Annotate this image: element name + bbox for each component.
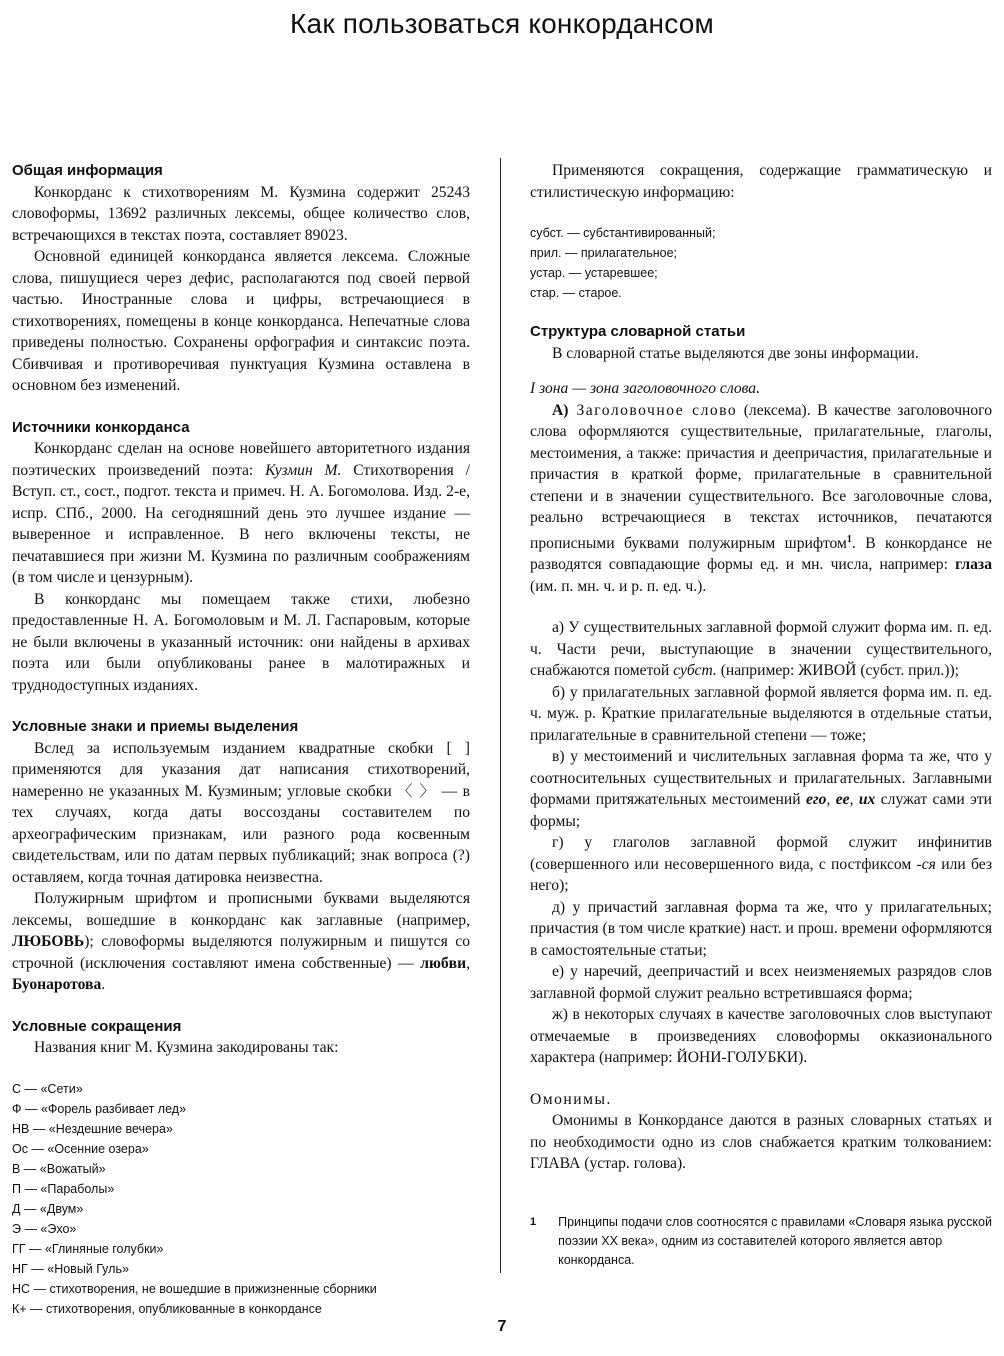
left-column <box>12 160 470 1319</box>
list-item: С — «Сети» <box>12 1081 83 1096</box>
page-title: Как пользоваться конкордансом <box>290 8 714 39</box>
paragraph: А) Заголовочное слово (лексема). В качестве заголовочного слова оформляются существительные, прилагательные, глаголы, местоимения, а также: причастия и деепричастия, прилагательные и причастия в краткой форме, прилагательные в сравнительной степени и в значении существительного. Все заголовочные слова, реально встречающиеся в текстах источников, печатаются прописными буквами полужирным шрифтом$^1$. В конкордансе не разводятся совпадающие формы ед. и мн. числа, например: глаза (им. п. мн. ч. и р. п. ед. ч.). <box>530 401 992 595</box>
paragraph: б) у прилагательных заглавной формой является форма им. п. ед. ч. муж. р. Краткие прилагательные выделяются в отдельные статьи, прилагательные в сравнительной степени — тоже; <box>530 683 992 744</box>
paragraph: В конкорданс мы помещаем также стихи, любезно предоставленные Н. А. Богомоловым и М. Л. Гаспаровым, которые не были включены в указанный источник: они найдены в архивах поэта или были опубликованы ранее в малотиражных и труднодоступных изданиях. <box>12 590 470 694</box>
paragraph: В словарной статье выделяются две зоны информации. <box>552 344 919 362</box>
list-item: Ф — «Форель разбивает лед» <box>12 1101 187 1116</box>
grammar-abbr-list <box>530 223 992 303</box>
heading-general-info: Общая информация <box>12 162 163 179</box>
footnote-number: 1 <box>530 1215 537 1228</box>
list-item: прил. — прилагательное; <box>530 246 678 260</box>
list-item: Э — «Эхо» <box>12 1221 77 1236</box>
list-item: субст. — субстантивированный; <box>530 226 716 240</box>
heading-homonyms: Омонимы. <box>530 1090 612 1108</box>
paragraph: Полужирным шрифтом и прописными буквами выделяются лексемы, вошедшие в конкорданс как заглавные (например, ЛЮБОВЬ); словоформы выделяются полужирным и пишутся со строчной (исключения составляют имена собственные) — любви, Буонаротова. <box>12 890 470 993</box>
paragraph: Основной единицей конкорданса является лексема. Сложные слова, пишущиеся через дефис, располагаются под своей первой частью. Иностранные слова и цифры, встречающиеся в стихотворениях, помещены в конце конкорданса. Непечатные слова приведены полностью. Сохранены орфография и синтаксис поэта. Сбивчивая и противоречивая пунктуация Кузмина оставлена в основном без изменений. <box>12 248 470 394</box>
zone-label: I зона — зона заголовочного слова. <box>530 380 760 397</box>
paragraph: Названия книг М. Кузмина закодированы так: <box>34 1039 339 1056</box>
footnote-text: Принципы подачи слов соотносятся с правилами «Словаря языка русской поэзии XX века», одним из составителей которого является автор конкорданса. <box>558 1214 992 1267</box>
book-codes-list <box>12 1079 470 1319</box>
list-item: НГ — «Новый Гуль» <box>12 1261 129 1276</box>
heading-entry-structure: Структура словарной статьи <box>530 323 746 340</box>
list-item: Ос — «Осенние озера» <box>12 1141 149 1156</box>
heading-sources: Источники конкорданса <box>12 418 190 436</box>
column-divider <box>500 158 501 1273</box>
list-item: В — «Вожатый» <box>12 1161 106 1176</box>
paragraph: Конкорданс сделан на основе новейшего авторитетного издания поэтических произведений поэта: Кузмин М. Стихотворения / Вступ. ст., сост., подгот. текста и примеч. Н. А. Богомолова. Изд. 2-е, испр. СПб., 2000. На сегодняшний день это лучшее издание — выверенное и исправленное. В него включены тексты, не печатавшиеся при жизни М. Кузмина по различным соображениям (в том числе и цензурным). <box>12 440 471 586</box>
paragraph: в) у местоимений и числительных заглавная форма та же, что у соотносительных существительных и прилагательных. Заглавными формами притяжательных местоимений его, ее, их служат сами эти формы; <box>530 748 992 830</box>
paragraph: а) У существительных заглавной формой служит форма им. п. ед. ч. Части речи, выступающие в значении существительного, снабжаются пометой субст. (например: ЖИВОЙ (субст. прил.)); <box>530 619 992 680</box>
list-item: НС — стихотворения, не вошедшие в прижизненные сборники <box>12 1281 377 1296</box>
paragraph: Вслед за используемым изданием квадратные скобки [ ] применяются для указания дат написания стихотворений, намеренно не указанных М. Кузминым; угловые скобки 〈 〉 — в тех случаях, когда даты воссозданы составителем по археографическим признакам, или разного рода косвенным свидетельствам, или по датам первых публикаций; знак вопроса (?) оставляем, когда точная датировка неизвестна. <box>12 739 470 886</box>
paragraph: е) у наречий, деепричастий и всех неизменяемых разрядов слов заглавной формой служит реально встретившаяся форма; <box>530 963 992 1002</box>
heading-signs: Условные знаки и приемы выделения <box>12 718 299 735</box>
list-item: НВ — «Нездешние вечера» <box>12 1121 173 1136</box>
list-item: ГГ — «Глиняные голубки» <box>12 1241 164 1256</box>
paragraph: ж) в некоторых случаях в качестве заголовочных слов выступают отмечаемые в произведениях словоформы окказионального характера (например: ЙОНИ-ГОЛУБКИ). <box>530 1006 992 1067</box>
paragraph: Конкорданс к стихотворениям М. Кузмина содержит 25243 словоформы, 13692 различных лексемы, общее количество слов, встречающихся в текстах поэта, составляет 89023. <box>12 183 470 244</box>
list-item: К+ — стихотворения, опубликованные в конкордансе <box>12 1301 322 1316</box>
paragraph: д) у причастий заглавная форма та же, что у прилагательных; причастия (в том числе краткие) наст. и прош. времени оформляются в самостоятельные статьи; <box>530 898 992 959</box>
heading-abbreviations: Условные сокращения <box>12 1017 182 1035</box>
list-item: устар. — устаревшее; <box>530 266 658 280</box>
list-item: стар. — старое. <box>530 286 622 300</box>
footnote <box>530 1213 992 1270</box>
paragraph: Омонимы в Конкордансе даются в разных словарных статьях и по необходимости одно из слов снабжается кратким толкованием: ГЛАВА (устар. голова). <box>530 1112 992 1173</box>
list-item: П — «Параболы» <box>12 1181 115 1196</box>
page-number: 7 <box>497 1318 507 1335</box>
paragraph: Применяются сокращения, содержащие грамматическую и стилистическую информацию: <box>530 162 992 201</box>
right-column <box>530 160 992 1270</box>
paragraph: г) у глаголов заглавной формой служит инфинитив (совершенного или несовершенного вида, с постфиксом -ся или без него); <box>530 834 992 895</box>
list-item: Д — «Двум» <box>12 1201 84 1216</box>
